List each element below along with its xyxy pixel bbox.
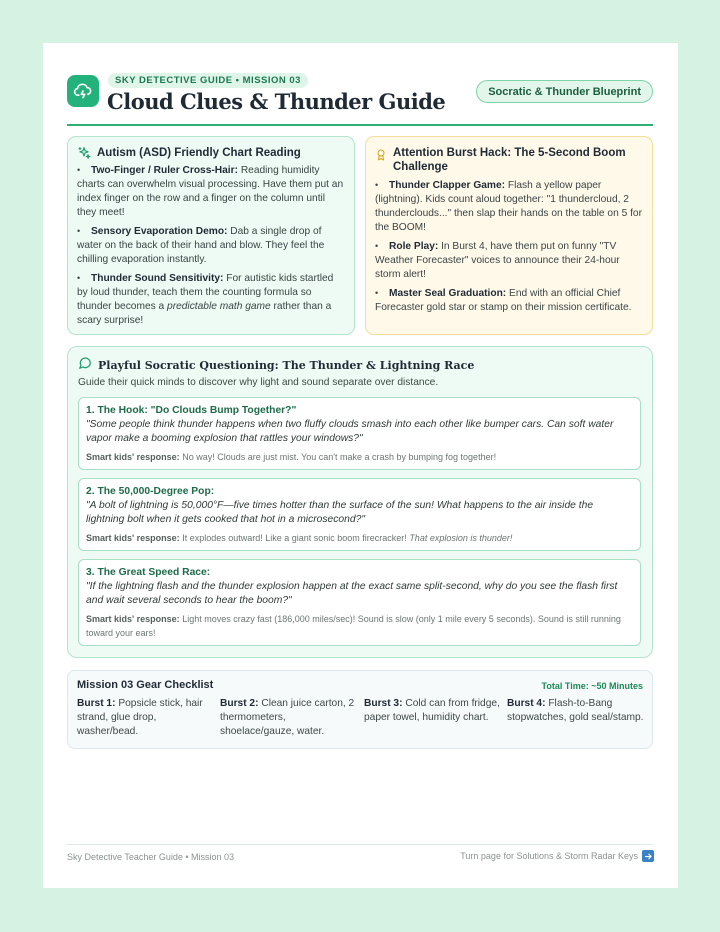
asd-chart-reading-card: [67, 136, 355, 335]
question-quote: "A bolt of lightning is 50,000°F—five times hotter than the surface of the sun! What happens to the air inside the lightning bolt when it gets cooked that hot in a microsecond?": [86, 500, 594, 525]
question-quote: "Some people think thunder happens when two fluffy clouds smash into each other like bumper cars. Can soft water vapor make a booming explosion that rattles your windows?": [86, 419, 614, 444]
speech-bubble-icon: [78, 356, 92, 375]
list-item: • Thunder Clapper Game: Flash a yellow paper (lightning). Kids count aloud together: "1 thundercloud, 2 thunderclouds..." then slap their hands on the table on 5 for the BOOM!: [375, 180, 642, 233]
list-item: • Role Play: In Burst 4, have them put on funny "TV Weather Forecaster" voices to announce their 24-hour storm alert!: [375, 241, 620, 280]
page-title: Cloud Clues & Thunder Guide: [107, 89, 446, 114]
question-title: 3. The Great Speed Race:: [86, 567, 211, 578]
question-card: [78, 559, 641, 646]
cloud-lightning-logo-icon: [67, 75, 99, 107]
question-quote: "If the lightning flash and the thunder explosion happen at the exact same split-second, why do you see the flash first and wait several seconds to hear the boom?": [86, 581, 618, 606]
burst-1-supplies: Burst 1: Popsicle stick, hair strand, glue drop, washer/bead.: [77, 698, 203, 737]
list-item: • Master Seal Graduation: End with an official Chief Forecaster gold star or stamp on their mission certificate.: [375, 288, 632, 313]
burst-card-title: Attention Burst Hack: The 5-Second Boom Challenge: [393, 147, 626, 173]
footer-divider: [67, 844, 653, 845]
footer-right: [460, 850, 654, 862]
total-time-label: Total Time: ~50 Minutes: [541, 681, 643, 691]
footer-right-text: Turn page for Solutions & Storm Radar Keys: [460, 851, 638, 861]
burst-tips-list: [375, 178, 644, 319]
blueprint-badge: Socratic & Thunder Blueprint: [476, 80, 653, 103]
asd-tips-list: [77, 163, 346, 332]
socratic-subtitle: Guide their quick minds to discover why light and sound separate over distance.: [78, 377, 439, 388]
gear-checklist-title: Mission 03 Gear Checklist: [77, 679, 214, 691]
kids-response: Smart kids' response: No way! Clouds are just mist. You can't make a crash by bumping fog together!: [86, 452, 497, 462]
burst-3-supplies: Burst 3: Cold can from fridge, paper towel, humidity chart.: [364, 698, 500, 723]
gear-checklist: [67, 670, 653, 749]
asd-card-title: Autism (ASD) Friendly Chart Reading: [97, 147, 301, 159]
award-ribbon-icon: [375, 148, 387, 167]
socratic-questioning-section: [67, 346, 653, 658]
burst-4-supplies: Burst 4: Flash-to-Bang stopwatches, gold seal/stamp.: [507, 698, 644, 723]
kids-response: Smart kids' response: It explodes outward! Like a giant sonic boom firecracker! That explosion is thunder!: [86, 533, 513, 543]
attention-burst-card: [365, 136, 653, 335]
question-title: 1. The Hook: "Do Clouds Bump Together?": [86, 405, 297, 416]
kids-response: Smart kids' response: Light moves crazy fast (186,000 miles/sec)! Sound is slow (only 1 mile every 5 seconds). Sound is still running toward your ears!: [86, 614, 621, 638]
page-header: [67, 73, 653, 125]
question-card: [78, 397, 641, 470]
list-item: • Thunder Sound Sensitivity: For autistic kids startled by loud thunder, teach them the counting formula so thunder becomes a predictable math game rather than a scary surprise!: [77, 273, 334, 326]
list-item: • Sensory Evaporation Demo: Dab a single drop of water on the back of their hand and blow. They feel the chilling evaporation instantly.: [77, 226, 325, 265]
question-card: [78, 478, 641, 551]
list-item: • Two-Finger / Ruler Cross-Hair: Reading humidity charts can overwhelm visual processing. Have them put an index finger on the row and a finger on the column until they meet!: [77, 165, 344, 218]
footer-left-text: Sky Detective Teacher Guide • Mission 03: [67, 852, 235, 862]
socratic-title: Playful Socratic Questioning: The Thunder & Lightning Race: [98, 359, 475, 372]
guide-page: [43, 43, 678, 888]
arrow-right-icon: [642, 850, 654, 862]
burst-2-supplies: Burst 2: Clean juice carton, 2 thermometers, shoelace/gauze, water.: [220, 698, 355, 737]
guide-kicker: SKY DETECTIVE GUIDE • MISSION 03: [108, 73, 308, 88]
header-divider: [67, 124, 653, 126]
question-title: 2. The 50,000-Degree Pop:: [86, 486, 215, 497]
